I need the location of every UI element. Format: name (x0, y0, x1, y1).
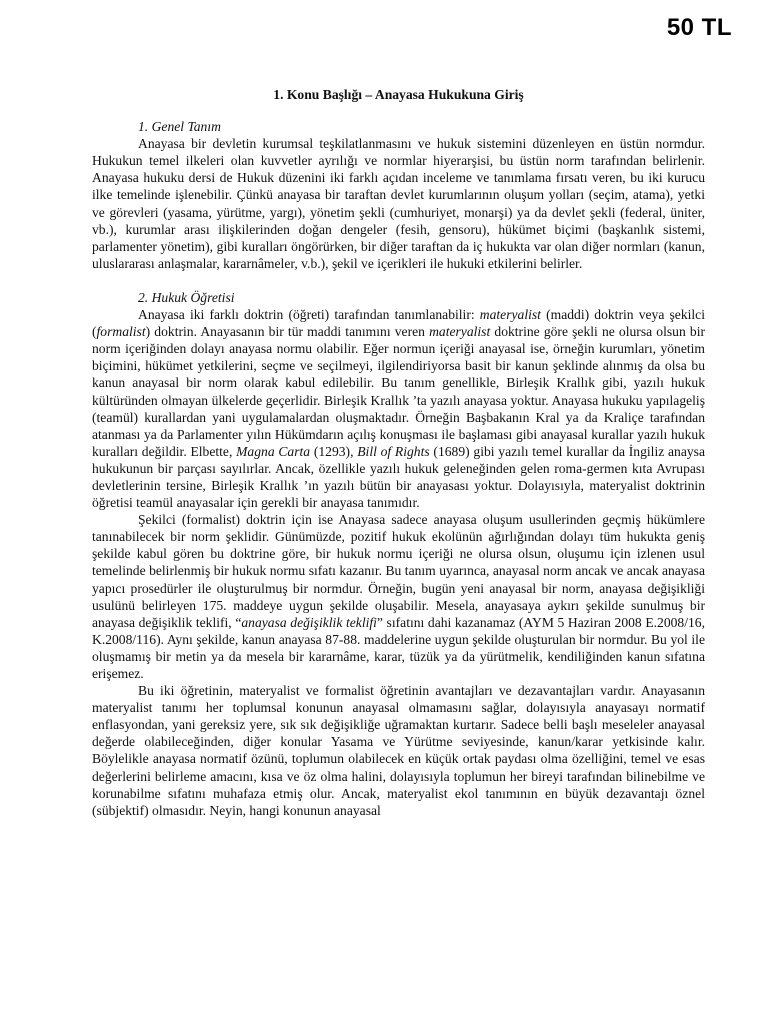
italic-term: materyalist (479, 307, 541, 323)
document-page (92, 86, 705, 819)
text-run: Bu iki öğretinin, materyalist ve formalist öğretinin avantajları ve dezavantajları vardır. Anayasanın materyalist tanımı her toplumsal konunun anayasal olmamasını sağlar, dolayısıyla anayasayı normatif enflasyondan, yani gereksiz yere, sık sık değişikliğe uğramaktan kurtarır. Sadece belli başlı meseleler anayasal değerde olabileceğinden, diğer konular Yasama ve Yürütme seviyesinde, kanun/karar yetkisinde kalır. Böylelikle anayasa normatif özünü, toplumun olabilecek en küçük ortak paydası olma özelliğini, temel ve esas değerlerini belirleme amacını, kısa ve öz olma halini, dolayısıyla toplumun her bireyi tarafından bilinebilme ve korunabilme sıfatını muhafaza etmiş olur. Ancak, materyalist ekol tanımının en büyük dezavantajı öznel (sübjektif) olmasıdır. Neyin, hangi konunun anayasal (92, 683, 705, 818)
text-run: Anayasa iki farklı doktrin (öğreti) tarafından tanımlanabilir: (138, 307, 480, 323)
text-run: ” sıfatını dahi kazanamaz (AYM 5 Haziran 2008 E.2008/16, K.2008/116). Aynı şekilde, kanun anayasa 87-88. maddelerine uygun şekilde oluşturulan bir normdur. Bu yol ile oluşmamış bir metin ya da mesela bir kararnâme, karar, tüzük ya da yürütmelik, kendiliğinden kanun sıfatına erişemez. (92, 614, 705, 681)
italic-term: anayasa değişiklik teklifi (241, 614, 377, 630)
price-tag: 50 TL (666, 14, 732, 41)
section-2-paragraph-1 (92, 306, 705, 511)
section-spacer (92, 272, 705, 289)
text-run: ) doktrin. Anayasanın bir tür maddi tanımını veren (145, 324, 430, 340)
italic-term: formalist (96, 324, 146, 340)
section-2-paragraph-2 (92, 511, 705, 682)
italic-term: Bill of Rights (357, 443, 430, 459)
section-heading-genel-tanim: 1. Genel Tanım (138, 119, 221, 135)
document-title: 1. Konu Başlığı – Anayasa Hukukuna Giriş (273, 87, 524, 102)
text-run: (1689) gibi yazılı temel kurallar da İngiliz anaysa hukukunun bir parçası sayılırlar. Ancak, özellikle yazılı hukuk geleneğinden gelen roma-germen kıta Avrupası devletlerinin tersine, Birleşik Krallık ’ın yazılı bütün bir anayasası yoktur. Dolayısıyla, materyalist doktrinin öğretisi teamül anayasalar için gerekli bir anayasa tanımıdır. (92, 443, 705, 511)
section-1-paragraph-1 (92, 135, 705, 272)
italic-term: materyalist (429, 324, 491, 340)
section-2-paragraph-3 (92, 682, 705, 819)
italic-term: Magna Carta (236, 443, 311, 459)
text-run: (maddi) doktrin veya şekilci ( (92, 307, 705, 340)
text-run: doktrine göre şekli ne olursa olsun bir norm içeriğinden dolayı anayasa normu olabilir. Eğer normun içeriği anayasal ise, örneğin kurumları, yönetim biçimini, hükümet yetkilerini, seçme ve seçilmeyi, ilgilendiriyorsa basit bir kanun şeklinde alınmış da olsa bu kanun anayasal bir norm olarak kabul edilebilir. Bu tanım genellikle, Birleşik Krallık gibi, yazılı hukuk kültüründen olmayan ülkelerde geçerlidir. Birleşik Krallık ’ta yazılı anayasa yoktur. Anayasa hukuku yapılageliş (teamül) kurallardan yani uygulamalardan oluşmaktadır. Örneğin Başbakanın Kral ya da Kraliçe tarafından atanması ya da Parlamenter yılın Hükümdarın açılış konuşması ile başlaması gibi anayasal kurallar yazılı hukuk kuralları değildir. Elbette, (92, 324, 705, 459)
section-heading-hukuk-ogretisi: 2. Hukuk Öğretisi (138, 289, 235, 305)
text-run: Şekilci (formalist) doktrin için ise Anayasa sadece anayasa oluşum usullerinden geçmiş hükümlere tanınabilecek bir norm şeklidir. Günümüzde, pozitif hukuk ekolünün ağırlığından dolayı tüm hukukta geniş şekilde kabul gören bu doktrine göre, bir hukuk normu içeriği ne olursa olsun, oluşumu için izlenen usul temelinde belirlenmiş bir hukuk normu sıfatı kazanır. Bu tanım uyarınca, anayasal norm ancak ve ancak anayasa yapıcı prosedürler ile oluşturulmuş bir normdur. Örneğin, bugün yeni anayasal bir norm, anayasa değişikliği usulünü belirleyen 175. maddeye uygun şekilde oluşabilir. Mesela, anayasaya aykırı şekilde sunulmuş bir anayasa değişiklik teklifi, “ (92, 512, 705, 630)
text-run: Anayasa bir devletin kurumsal teşkilatlanmasını ve hukuk sistemini düzenleyen en üstün normdur. Hukukun temel ilkeleri olan kuvvetler ayrılığı ve normlar hiyerarşisi, bu üstün norm tarafından belirlenir. Anayasa hukuku dersi de Hukuk düzenini iki farklı açıdan inceleme ve tanımlama fırsatı veren, bu iki kurucu ilke temelinde işlenebilir. Çünkü anayasa bir taraftan devlet kurumlarının oluşum yolları (seçim, atama), yetki ve görevleri (yasama, yürütme, yargı), yönetim şekli (cumhuriyet, monarşi) ya da devlet şekli (federal, üniter, vb.), kurumlar arası ilişkilerinden doğan dengeler (fesih, gensoru), hükümet biçimi (başkanlık sistemi, parlamenter yönetim), gibi kuralları öngörürken, bir diğer taraftan da iç hukukta var olan diğer normları (kanun, uluslararası anlaşmalar, kararnâmeler, v.b.), şekil ve içerikleri ile hukuki etkilerini belirler. (92, 136, 705, 271)
text-run: (1293), (310, 443, 358, 459)
